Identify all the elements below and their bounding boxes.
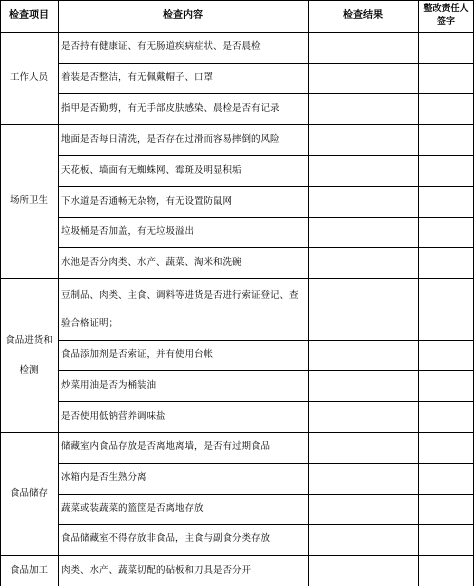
- section-name: 食品加工: [9, 565, 48, 576]
- check-item: 储藏室内食品存放是否离地离墙，是否有过期食品: [61, 441, 271, 452]
- header-item: 检查项目: [9, 10, 49, 21]
- row-divider: [58, 524, 474, 525]
- table-top-border: [0, 0, 474, 1]
- header-result: 检查结果: [343, 10, 383, 21]
- section-name: 场所卫生: [9, 195, 48, 206]
- check-item: 食品添加剂是否索证，并有使用台帐: [61, 349, 214, 360]
- section-divider: [0, 432, 474, 433]
- check-item: 着装是否整洁，有无佩戴帽子、口罩: [61, 72, 214, 83]
- row-divider: [58, 63, 474, 64]
- row-divider: [58, 463, 474, 464]
- section-divider: [0, 278, 474, 279]
- header-responsible-line2: 签字: [436, 17, 455, 27]
- row-divider: [58, 370, 474, 371]
- row-divider: [58, 401, 474, 402]
- check-item: 豆制品、肉类、主食、调料等进货是否进行索证登记、查: [61, 290, 299, 301]
- row-divider: [58, 247, 474, 248]
- check-item: 天花板、墙面有无蜘蛛网、霉斑及明显积垢: [61, 165, 242, 176]
- check-item: 肉类、水产、蔬菜切配的砧板和刀具是否分开: [61, 565, 252, 576]
- row-divider: [58, 186, 474, 187]
- header-responsible-line1: 整改责任人: [423, 4, 469, 14]
- section-name: 检测: [19, 365, 39, 376]
- check-item: 蔬菜或装蔬菜的篮筐是否离地存放: [61, 503, 204, 514]
- column-divider: [418, 0, 419, 586]
- check-item: 地面是否每日清洗，是否存在过滑而容易摔倒的风险: [61, 134, 280, 145]
- check-item: 冰箱内是否生熟分离: [61, 472, 147, 483]
- check-item: 炒菜用油是否为桶装油: [61, 380, 157, 391]
- section-name: 食品储存: [9, 488, 48, 499]
- row-divider: [58, 340, 474, 341]
- check-item: 指甲是否勤剪，有无手部皮肤感染、晨检是否有记录: [61, 103, 280, 114]
- section-name: 食品进货和: [5, 335, 53, 346]
- row-divider: [58, 93, 474, 94]
- check-item: 验合格证明；: [61, 318, 119, 329]
- column-divider: [58, 0, 59, 586]
- section-divider: [0, 555, 474, 556]
- row-divider: [58, 217, 474, 218]
- check-item: 是否持有健康证、有无肠道疾病症状、是否晨检: [61, 41, 261, 52]
- header-bottom-border: [0, 32, 474, 33]
- row-divider: [58, 155, 474, 156]
- check-item: 食品储藏室不得存放非食品，主食与副食分类存放: [61, 533, 271, 544]
- section-divider: [0, 124, 474, 125]
- header-content: 检查内容: [163, 10, 203, 21]
- row-divider: [58, 494, 474, 495]
- check-item: 水池是否分肉类、水产、蔬菜、淘米和洗碗: [61, 257, 242, 268]
- section-name: 工作人员: [9, 72, 48, 83]
- check-item: 垃圾桶是否加盖，有无垃圾溢出: [61, 226, 195, 237]
- check-item: 下水道是否通畅无杂物，有无设置防鼠网: [61, 196, 233, 207]
- column-divider: [308, 0, 309, 586]
- check-item: 是否使用低钠营养调味盐: [61, 411, 166, 422]
